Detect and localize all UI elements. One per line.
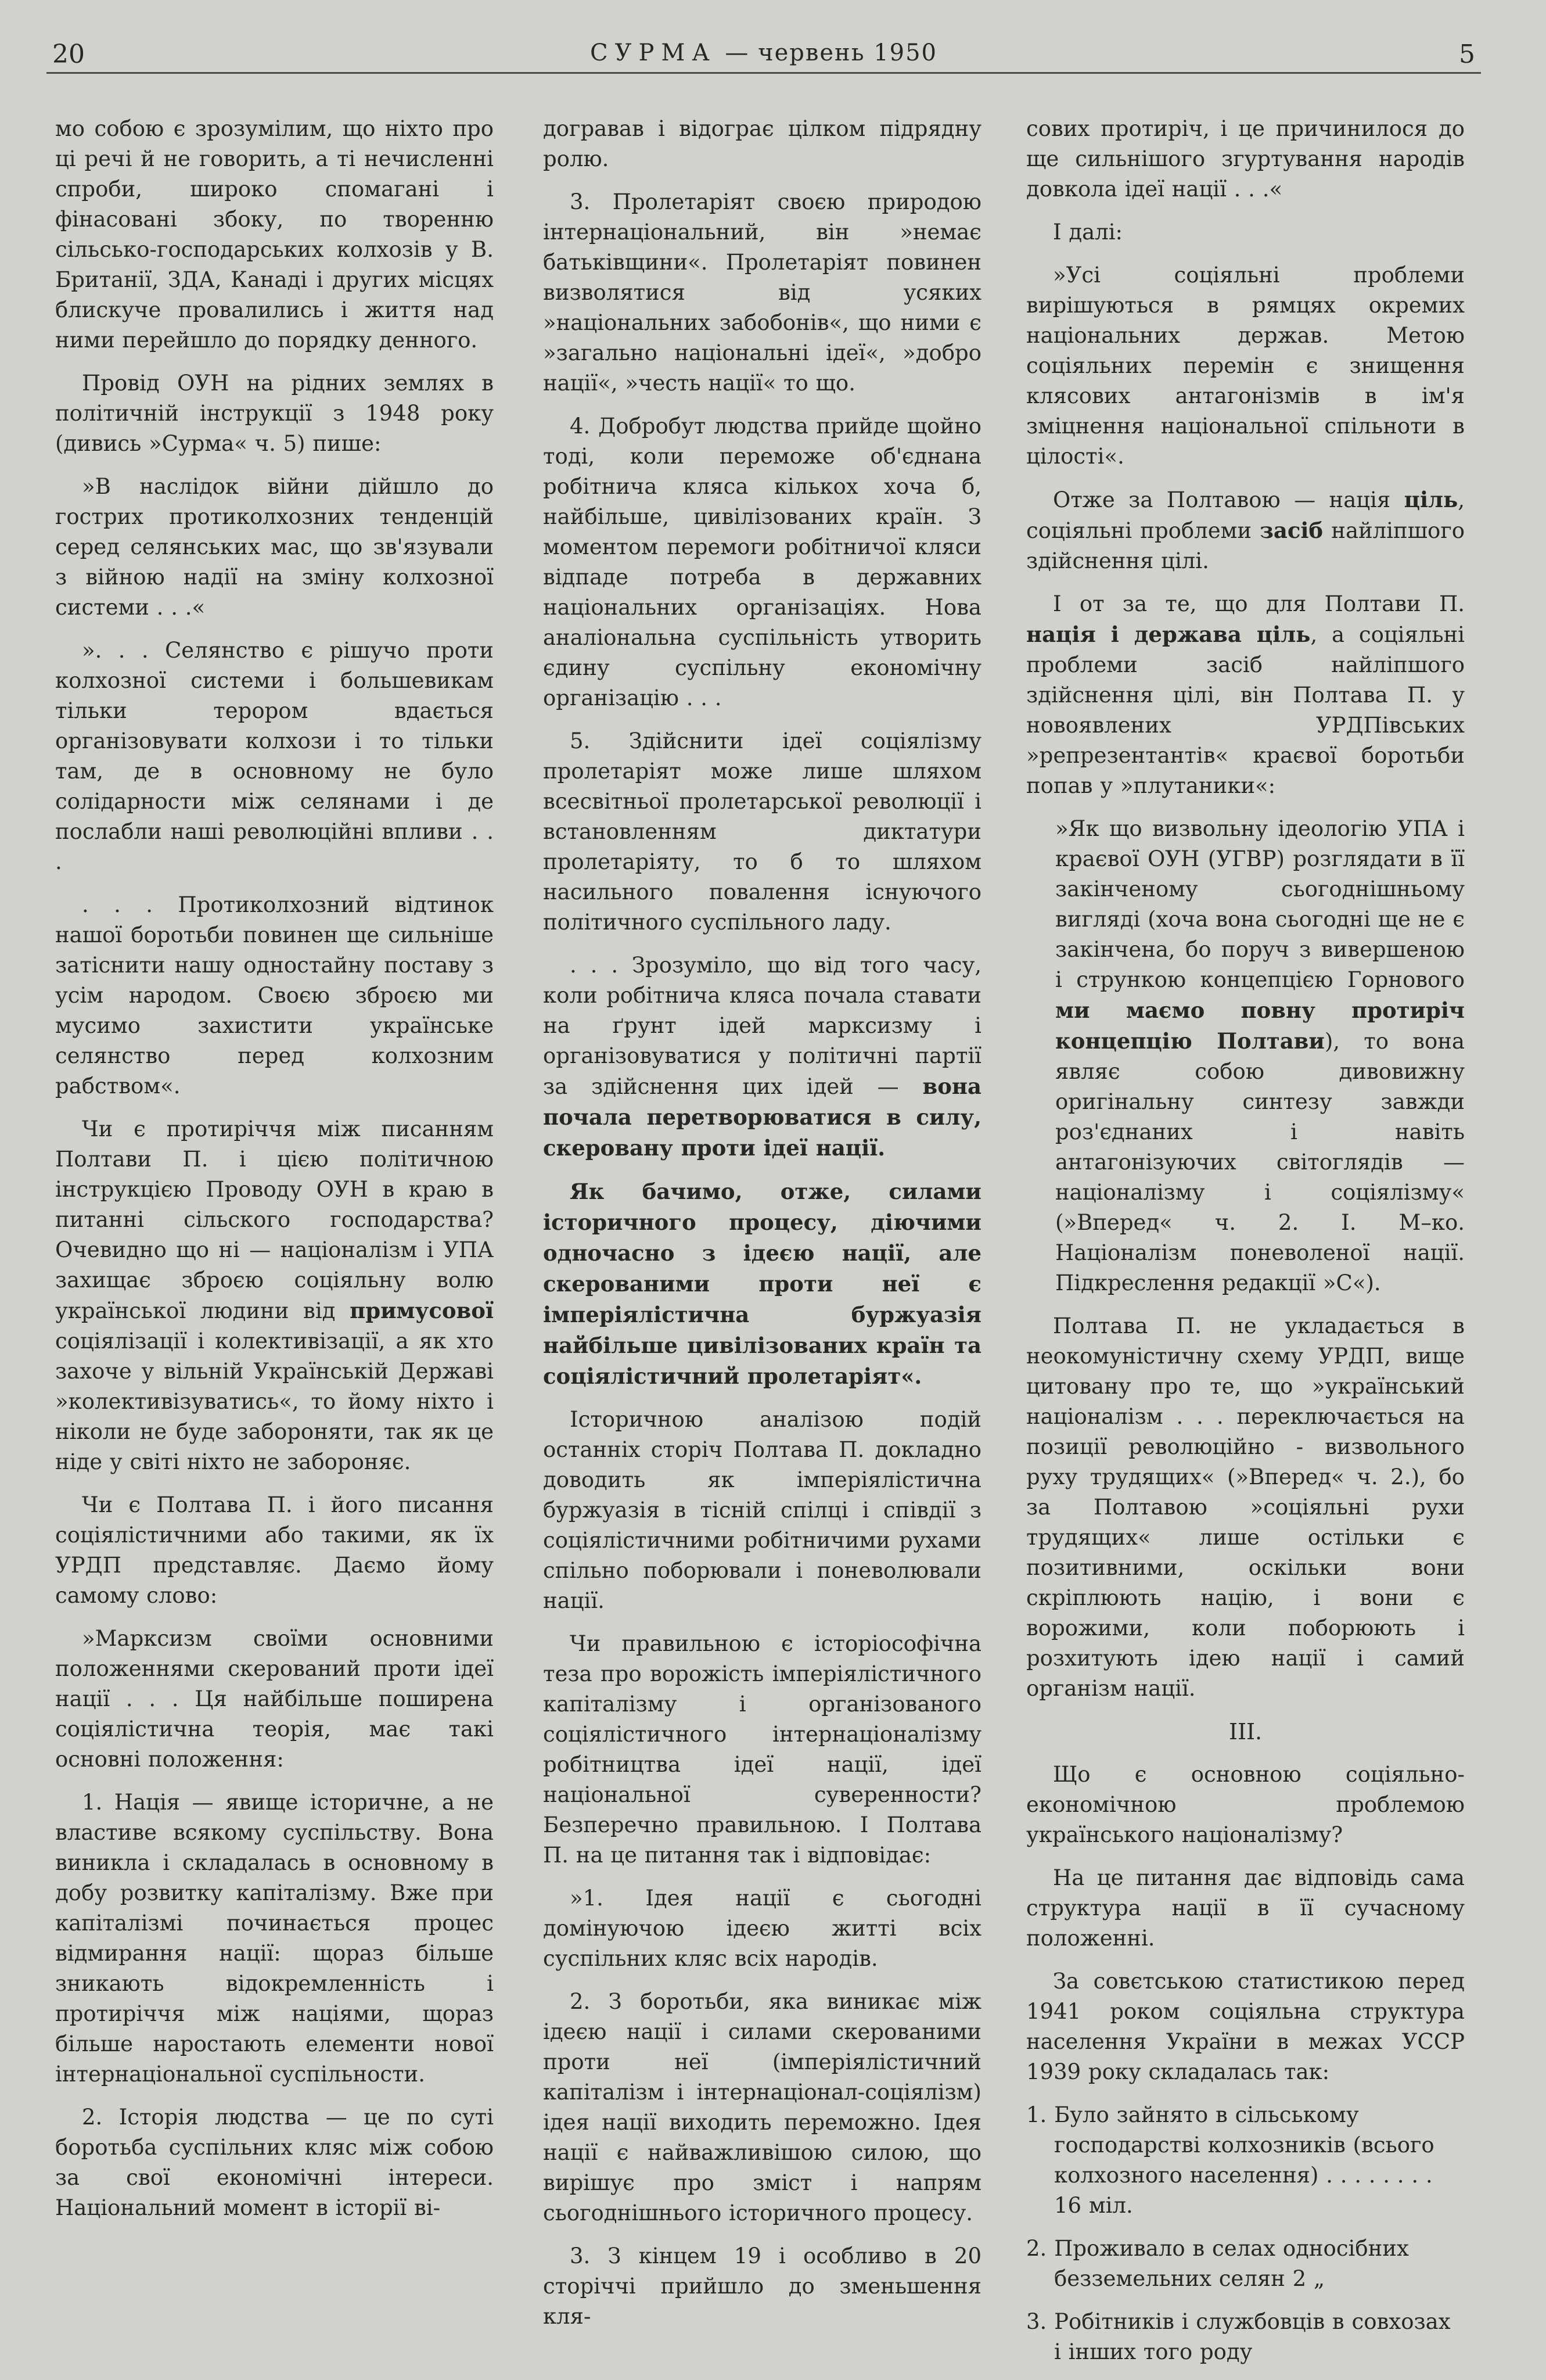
paragraph: Провід ОУН на рідних землях в політичній інструкції з 1948 року (дивись »Сурма« ч. 5) пише: [55,371,494,456]
magazine-name: СУРМА [590,40,717,66]
section-heading: III. [1228,1719,1263,1744]
text-run: соціялізації і колективізації, а як хто захоче у вільній Українській Державі »колективізуватись«, то йому ніхто і ніколи не буде забороняти, так як це ніде у світі ніхто не забороняє. [55,1329,494,1474]
quote-paragraph [543,950,981,1164]
column-1 [55,114,494,2236]
block-quote [1026,814,1465,1298]
quote-paragraph: 3. Пролетаріят своєю природою інтернаціональний, він »немає батьківщини«. Пролетаріят повинен визволятися від усяких »національних забобонів«, що ними є »загально національні ідеї«, »добро нації«, »честь нації« то що. [543,189,981,396]
quote-paragraph: 4. Добробут людства прийде щойно тоді, коли переможе об'єднана робітнича кляса кількох хоча б, найбільше, цивілізованих країн. З моментом перемоги робітничої кляси відпаде потреба в державних національних організаціях. Нова аналіональна суспільність утворить єдину суспільну економічну організацію . . . [543,414,981,710]
emphasis: ми маємо повну протиріч концепцію Полтави [1055,997,1465,1054]
paragraph: догравав і відограє цілком підрядну ролю. [543,116,981,171]
emphasis: примусової [350,1298,494,1323]
text-run: , а соціяльні проблеми засіб найліпшого здійснення цілі, він Полтава П. у новоявлених УРДПівських »репрезентантів« краєвої боротьби попав у »плутаники«: [1026,622,1465,798]
quote-paragraph: »В наслідок війни дійшло до гострих протиколхозних тенденцій серед селянських мас, що зв'язували з війною надії на зміну колхозної системи . . .« [55,474,494,620]
page-header [46,36,1481,77]
running-title [46,40,1481,66]
item-text: 1. Було зайнято в сільському господарстві колхозників (всього колхозного населення) . . . . . . . . [1026,2102,1434,2188]
quote-paragraph: 2. З боротьби, яка виникає між ідеєю нації і силами скерованими проти неї (імперіялістичний капіталізм і інтернаціонал-соціялізм) ідея нації виходить переможно. Ідея нації є найважливішою силою, що вирішує про зміст і напрям сьогоднішнього історичного процесу. [543,1989,981,2225]
column-2 [543,114,981,2345]
item-value: 16 міл. [1054,2193,1133,2218]
emphasis: вона почала перетворюватися в силу, скеровану проти ідеї нації. [543,1074,981,1161]
statistics-item: 3. Робітників і службовців в совхозах і інших того роду [1026,2309,1451,2364]
paragraph: Що є основною соціяльно-економічною проблемою українського націоналізму? [1026,1762,1465,1847]
paragraph [55,1114,494,1477]
quote-paragraph: . . . Протиколхозний відтинок нашої боротьби повинен ще сильніше затіснити нашу одностайну поставу з усім народом. Своєю зброєю ми мусимо захистити українське селянство перед колхозним рабством«. [55,892,494,1099]
quote-paragraph: »Марксизм своїми основними положеннями скерований проти ідеї нації . . . Ця найбільше поширена соціялістична теорія, має такі основні положення: [55,1626,494,1772]
text-run: »Як що визвольну ідеологію УПА і краєвої ОУН (УГВР) розглядати в її закінченому сьогоднішньому вигляді (хоча вона сьогодні ще не є закінчена, бо поруч з вивершеною і стрункою концепцією Горнового [1055,816,1465,992]
text-run: І от за те, що для Полтави П. [1053,591,1465,616]
item-text: 2. Проживало в селах односібних безземельних селян [1026,2236,1409,2291]
paragraph: І далі: [1053,220,1123,245]
paragraph [1026,484,1465,576]
emphasis: Як бачимо, отже, силами історичного процесу, діючими одночасно з ідеєю нації, але скерованими проти неї є імперіялістична буржуазія найбільше цивілізованих країн та соціялістичний пролетаріят«. [543,1179,981,1389]
page-number-left: 20 [52,40,85,69]
text-run: найліпшого здійснення цілі. [1026,518,1465,573]
emphasis: ціль [1404,487,1458,512]
column-3 [1026,114,1465,2380]
emphasis: засіб [1260,518,1324,543]
quote-paragraph: 2. Історія людства — це по суті боротьба суспільних кляс між собою за свої економічні інтереси. Національний момент в історії ві- [55,2105,494,2220]
paragraph: Історичною аналізою подій останніх сторіч Полтава П. докладно доводить як імперіялістична буржуазія в тісній спілці і співдії з соціялістичними робітничими рухами спільно поборювали і поневолювали нації. [543,1407,981,1613]
text-run: ), то вона являє собою дивовижну оригінальну синтезу завжди роз'єднаних і навіть антагонізуючих світоглядів — націоналізму і соціялізму« (»Вперед« ч. 2. І. М–ко. Націоналізм поневоленої нації. Підкреслення редакції »С«). [1055,1029,1465,1295]
text-run: Чи є протиріччя між писанням Полтави П. і цією політичною інструкцією Проводу ОУН в краю в питанні сільского господарства? Очевидно що ні — націоналізм і УПА захищає зброєю соціяльну волю української людини від [55,1117,494,1323]
quote-paragraph: 5. Здійснити ідеї соціялізму пролетаріят може лише шляхом всесвітньої пролетарської революції і встановленням диктатури пролетаріяту, то б то шляхом насильного повалення існуючого політичного суспільного ладу. [543,728,981,935]
page-number-right: 5 [1459,40,1475,69]
statistics-item [1026,2100,1465,2221]
paragraph [1026,589,1465,801]
emphasis: нація і держава ціль [1026,622,1311,647]
quote-paragraph: ». . . Селянство є рішучо проти колхозної системи і большевикам тільки терором вдається організовувати колхози і то тільки там, де в основному не було солідарности між селянами і де послабли наші революційні впливи . . . [55,638,494,874]
quote-paragraph: »Усі соціяльні проблеми вирішуються в рямцях окремих національних держав. Метою соціяльних перемін є знищення клясових антагонізмів в ім'я зміцнення національної спільноти в цілості«. [1026,263,1465,469]
text-run: . . . Зрозуміло, що від того часу, коли робітнича кляса почала ставати на ґрунт ідей марксизму і організовуватися у політичні партії за здійснення цих ідей — [543,953,981,1099]
item-value: 2 „ [1292,2266,1325,2291]
paragraph: Полтава П. не укладається в неокомуністичну схему УРДП, вище цитовану про те, що »український націоналізм . . . переключається на позиції революційно - визвольного руху трудящих« (»Вперед« ч. 2.), бо за Полтавою »соціяльні рухи трудящих« лише остільки є позитивними, оскільки вони скріплюють націю, і вони є ворожими, коли поборюють і розхитують ідею нації і самий організм нації. [1026,1313,1465,1701]
paragraph: Чи є Полтава П. і його писання соціялістичними або такими, як їх УРДП представляє. Даємо йому самому слово: [55,1492,494,1608]
paragraph: сових протиріч, і це причинилося до ще сильнішого згуртування народів довкола ідеї нації . . .« [1026,116,1465,202]
paragraph: За совєтською статистикою перед 1941 роком соціяльна структура населення України в межах УССР 1939 року складалась так: [1026,1969,1465,2084]
quote-paragraph: 3. З кінцем 19 і особливо в 20 сторіччі прийшло до зменьшення кля- [543,2243,981,2329]
header-rule [46,72,1481,74]
text-run: Отже за Полтавою — нація [1053,487,1404,512]
paragraph: Чи правильною є історіософічна теза про ворожість імперіялістичного капіталізму і організованого соціялістичного інтернаціоналізму робітництва ідеї нації, ідеї національної суверенности? Безперечно правильною. І Полтава П. на це питання так і відповідає: [543,1631,981,1868]
paragraph: На це питання дає відповідь сама структура нації в її сучасному положенні. [1026,1865,1465,1951]
quote-paragraph: »1. Ідея нації є сьогодні домінуючою ідеєю житті всіх суспільних кляс всіх народів. [543,1886,981,1971]
quote-paragraph-bold [543,1176,981,1392]
text-run: , соціяльні проблеми [1026,487,1465,543]
quote-paragraph: 1. Нація — явище історичне, а не властиве всякому суспільству. Вона виникла і складалась в основному в добу розвитку капіталізму. Вже при капіталізмі починається процес відмирання нації: щораз більше зникають відокремленність і протиріччя між націями, щораз більше наростають елементи нової інтернаціональної суспільности. [55,1790,494,2087]
statistics-item [1026,2234,1465,2294]
paragraph: мо собою є зрозумілим, що ніхто про ці речі й не говорить, а ті нечисленні спроби, широко спомагані і фінасовані збоку, по творенню сільсько-господарських колхозів у В. Британії, ЗДА, Канаді і других місцях блискуче провалились і життя над ними перейшло до порядку денного. [55,116,494,353]
issue-date: — червень 1950 [725,40,937,66]
